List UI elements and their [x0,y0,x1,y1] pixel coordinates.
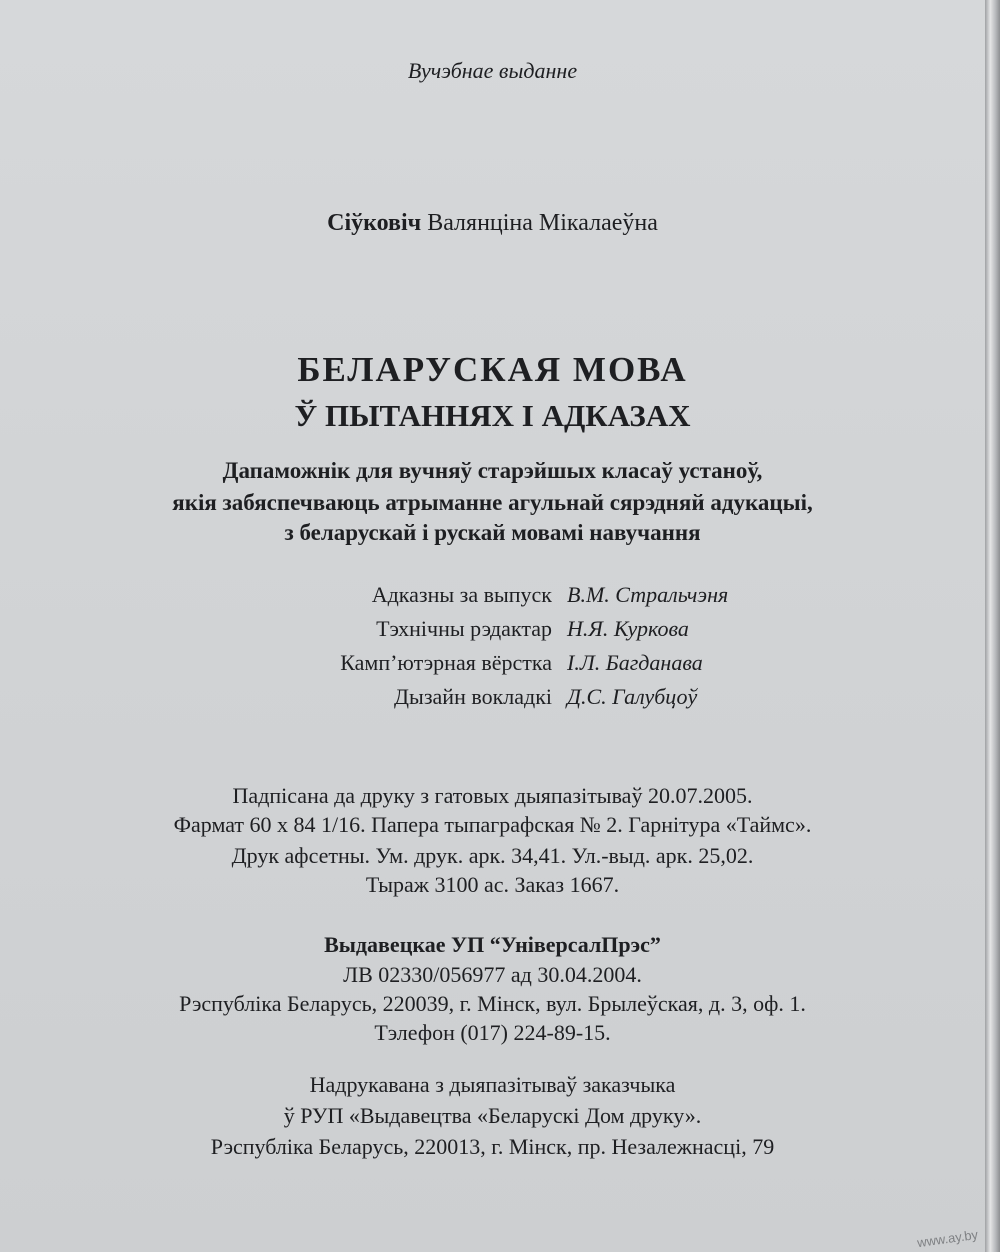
subtitle-line-2: якія забяспечваюць атрыманне агульнай сярэдняй адукацыі, [172,490,813,515]
publisher-license: ЛВ 02330/056977 ад 30.04.2004. [343,962,642,987]
credit-person: В.М. Стральчэня [567,582,729,607]
page-edge [985,0,1000,1252]
printer-line: Надрукавана з дыяпазітываў заказчыка [309,1072,676,1097]
credit-person: Н.Я. Куркова [567,616,689,641]
publisher-name: Выдавецкае УП “УніверсалПрэс” [324,932,661,957]
printer-line: ў РУП «Выдавецтва «Беларускі Дом друку». [283,1103,702,1128]
publisher-phone: Тэлефон (017) 224-89-15. [374,1020,611,1045]
author-name [0,210,985,237]
credit-role: Дызайн вокладкі [394,684,552,709]
subtitle-line-1: Дапаможнік для вучняў старэйшых класаў устаноў, [222,458,763,483]
print-info-line: Падпісана да друку з гатовых дыяпазітываў 20.07.2005. [232,783,753,808]
subtitle-line-3: з беларускай і рускай мовамі навучання [284,520,701,545]
print-info-line: Друк афсетны. Ум. друк. арк. 34,41. Ул.-выд. арк. 25,02. [231,843,754,868]
print-info-line: Фармат 60 х 84 1/16. Папера тыпаграфская № 2. Гарнітура «Таймс». [173,812,812,837]
author-given-names: Валянціна Мікалаеўна [427,210,658,236]
author-surname: Сіўковіч [327,210,422,236]
watermark-text: www.ay.by [916,1226,979,1251]
book-title-line-1: БЕЛАРУСКАЯ МОВА [297,350,688,389]
book-title-line-2: Ў ПЫТАННЯХ І АДКАЗАХ [294,398,691,433]
credit-role: Адказны за выпуск [371,582,552,607]
series-label: Вучэбнае выданне [407,58,578,83]
credit-person: Д.С. Галубцоў [567,684,698,709]
print-info-line: Тыраж 3100 ас. Заказ 1667. [365,872,620,897]
credit-person: І.Л. Багданава [567,650,703,675]
printer-line: Рэспубліка Беларусь, 220013, г. Мінск, пр. Незалежнасці, 79 [210,1134,775,1159]
credit-role: Камп’ютэрная вёрстка [340,650,552,675]
publisher-address: Рэспубліка Беларусь, 220039, г. Мінск, вул. Брылеўская, д. 3, оф. 1. [179,991,806,1016]
credit-role: Тэхнічны рэдактар [376,616,552,641]
